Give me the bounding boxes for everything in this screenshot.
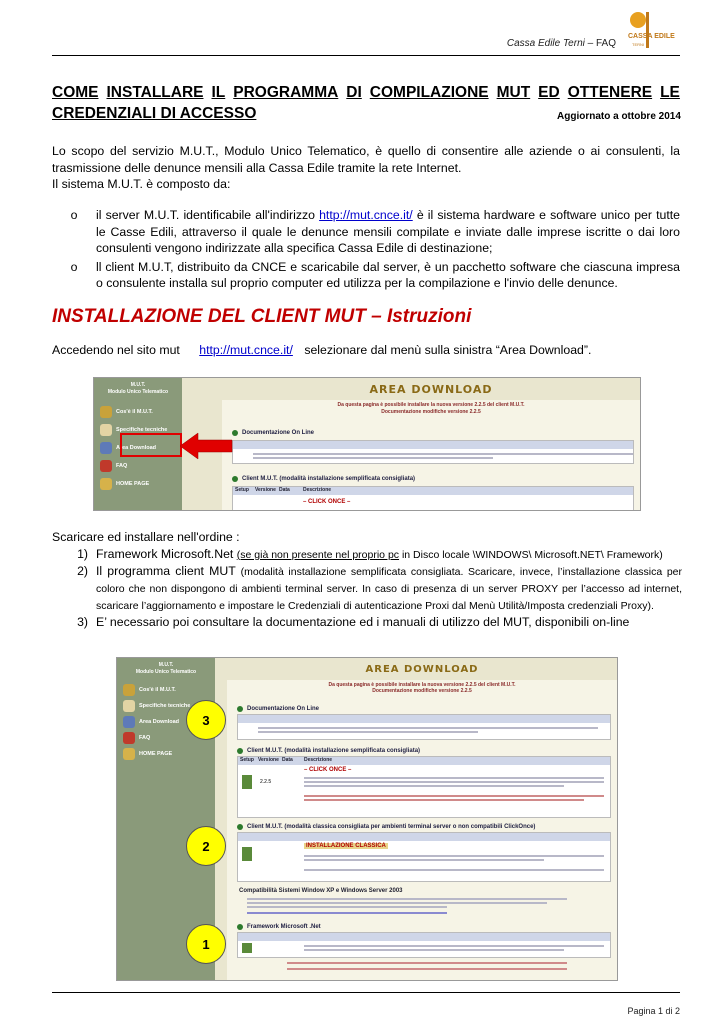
install-steps (52, 546, 682, 630)
bullet-list (52, 207, 680, 294)
step-3: 3) E’ necessario poi consultare la documentazione ed i manuali di utilizzo del MUT, disponibili on-line (77, 615, 630, 629)
mut-site-link[interactable]: http://mut.cnce.it/ (199, 343, 293, 357)
step-2: 2) Il programma client MUT (modalità installazione semplificata consigliata. Scaricare, invece, l’installazione classica per coloro che non dispongono di ambienti terminal server. In caso di presenza di un server PROXY per l’accesso ad internet, scaricare l’aggiornamento e impostare le Credenziali di autenticazione Proxi dal Menù Utilità/Imposta credenziali Proxy). (77, 564, 683, 612)
header-text: Cassa Edile Terni – FAQ (506, 38, 616, 49)
svg-text:CASSA EDILE: CASSA EDILE (628, 33, 675, 40)
intro-paragraph: Lo scopo del servizio M.U.T., Modulo Unico Telematico, è quello di consentire alle aziende o ai consulenti, la trasmissione delle denunce mensili alla Cassa Edile tramite la rete Internet. Il sistema M.U.T. è composto da: (52, 144, 680, 191)
screenshot-sidebar: M.U.T. Modulo Unico Telematico Cos'è il M.U.T. Specifiche tecniche Area Download FAQ HOME PAGE (94, 378, 182, 510)
svg-text:TERNI: TERNI (632, 42, 644, 47)
header-rule (52, 55, 680, 56)
step-marker-1: 1 (186, 924, 226, 964)
access-instruction: Accedendo nel sito mut http://mut.cnce.it/ selezionare dal menù sulla sinistra “Area Download”. (52, 343, 592, 357)
mut-link[interactable]: http://mut.cnce.it/ (319, 208, 413, 222)
step-marker-3: 3 (186, 700, 226, 740)
cassa-edile-logo (624, 8, 676, 52)
area-download-highlight (120, 433, 182, 457)
footer-rule (52, 992, 680, 993)
step-marker-2: 2 (186, 826, 226, 866)
page-title: COME INSTALLARE IL PROGRAMMA DI COMPILAZIONE MUT ED OTTENERE LE CREDENZIALI DI ACCESSO (52, 84, 680, 122)
updated-date: Aggiornato a ottobre 2014 (557, 111, 681, 122)
section-heading: INSTALLAZIONE DEL CLIENT MUT – Istruzioni (52, 306, 472, 327)
screenshot-main: AREA DOWNLOAD Da questa pagina è possibile installare la nuova versione 2.2.5 del client M.U.T. Documentazione modifiche versione 2.2.5 Documentazione On Line Client M.U.T. (modalità installazione semplificata consigliata) Setup Versione Data Descrizione – CLICK ONCE – (222, 378, 640, 510)
bullet-item-client: o ll client M.U.T, distribuito da CNCE e scaricabile dal server, è un pacchetto software che ciascuna impresa o consulente installa sul proprio computer ed utilizza per la compilazione e l'invio delle denunce. (70, 259, 680, 290)
screenshot2-sidebar: M.U.T. Modulo Unico Telematico Cos'è il M.U.T. Specifiche tecniche Area Download FAQ HOME PAGE (117, 658, 215, 980)
install-order-heading: Scaricare ed installare nell'ordine : (52, 530, 240, 544)
screenshot2-main: AREA DOWNLOAD Da questa pagina è possibile installare la nuova versione 2.2.5 del client M.U.T. Documentazione modifiche versione 2.2.5 Documentazione On Line Client M.U.T. (modalità installazione semplificata consigliata) Setup Versione Data Descrizione 2.2.5 – CLICK ONCE – Client M.U.T. (modalità classica consigliata per ambienti terminal server o non compatibili ClickOnce) INSTALLAZIONE CLASSICA Compatibilità Sistemi Window XP e Windows Server 2003 Framework Microsoft .Net (227, 658, 617, 980)
step-1: 1) Framework Microsoft.Net (se già non presente nel proprio pc in Disco locale \WINDOWS\ Microsoft.NET\ Framework) (77, 547, 663, 561)
page-number: Pagina 1 di 2 (627, 1006, 680, 1016)
bullet-item-server: o il server M.U.T. identificabile all'indirizzo http://mut.cnce.it/ è il sistema hardware e software unico per tutte le Casse Edili, attraverso il quale le denunce mensili compilate e inviate dalle imprese iscritte o dai loro consulenti vengono indirizzate alla specifica Cassa Edile di destinazione; (70, 208, 680, 255)
red-arrow-icon (180, 431, 234, 461)
